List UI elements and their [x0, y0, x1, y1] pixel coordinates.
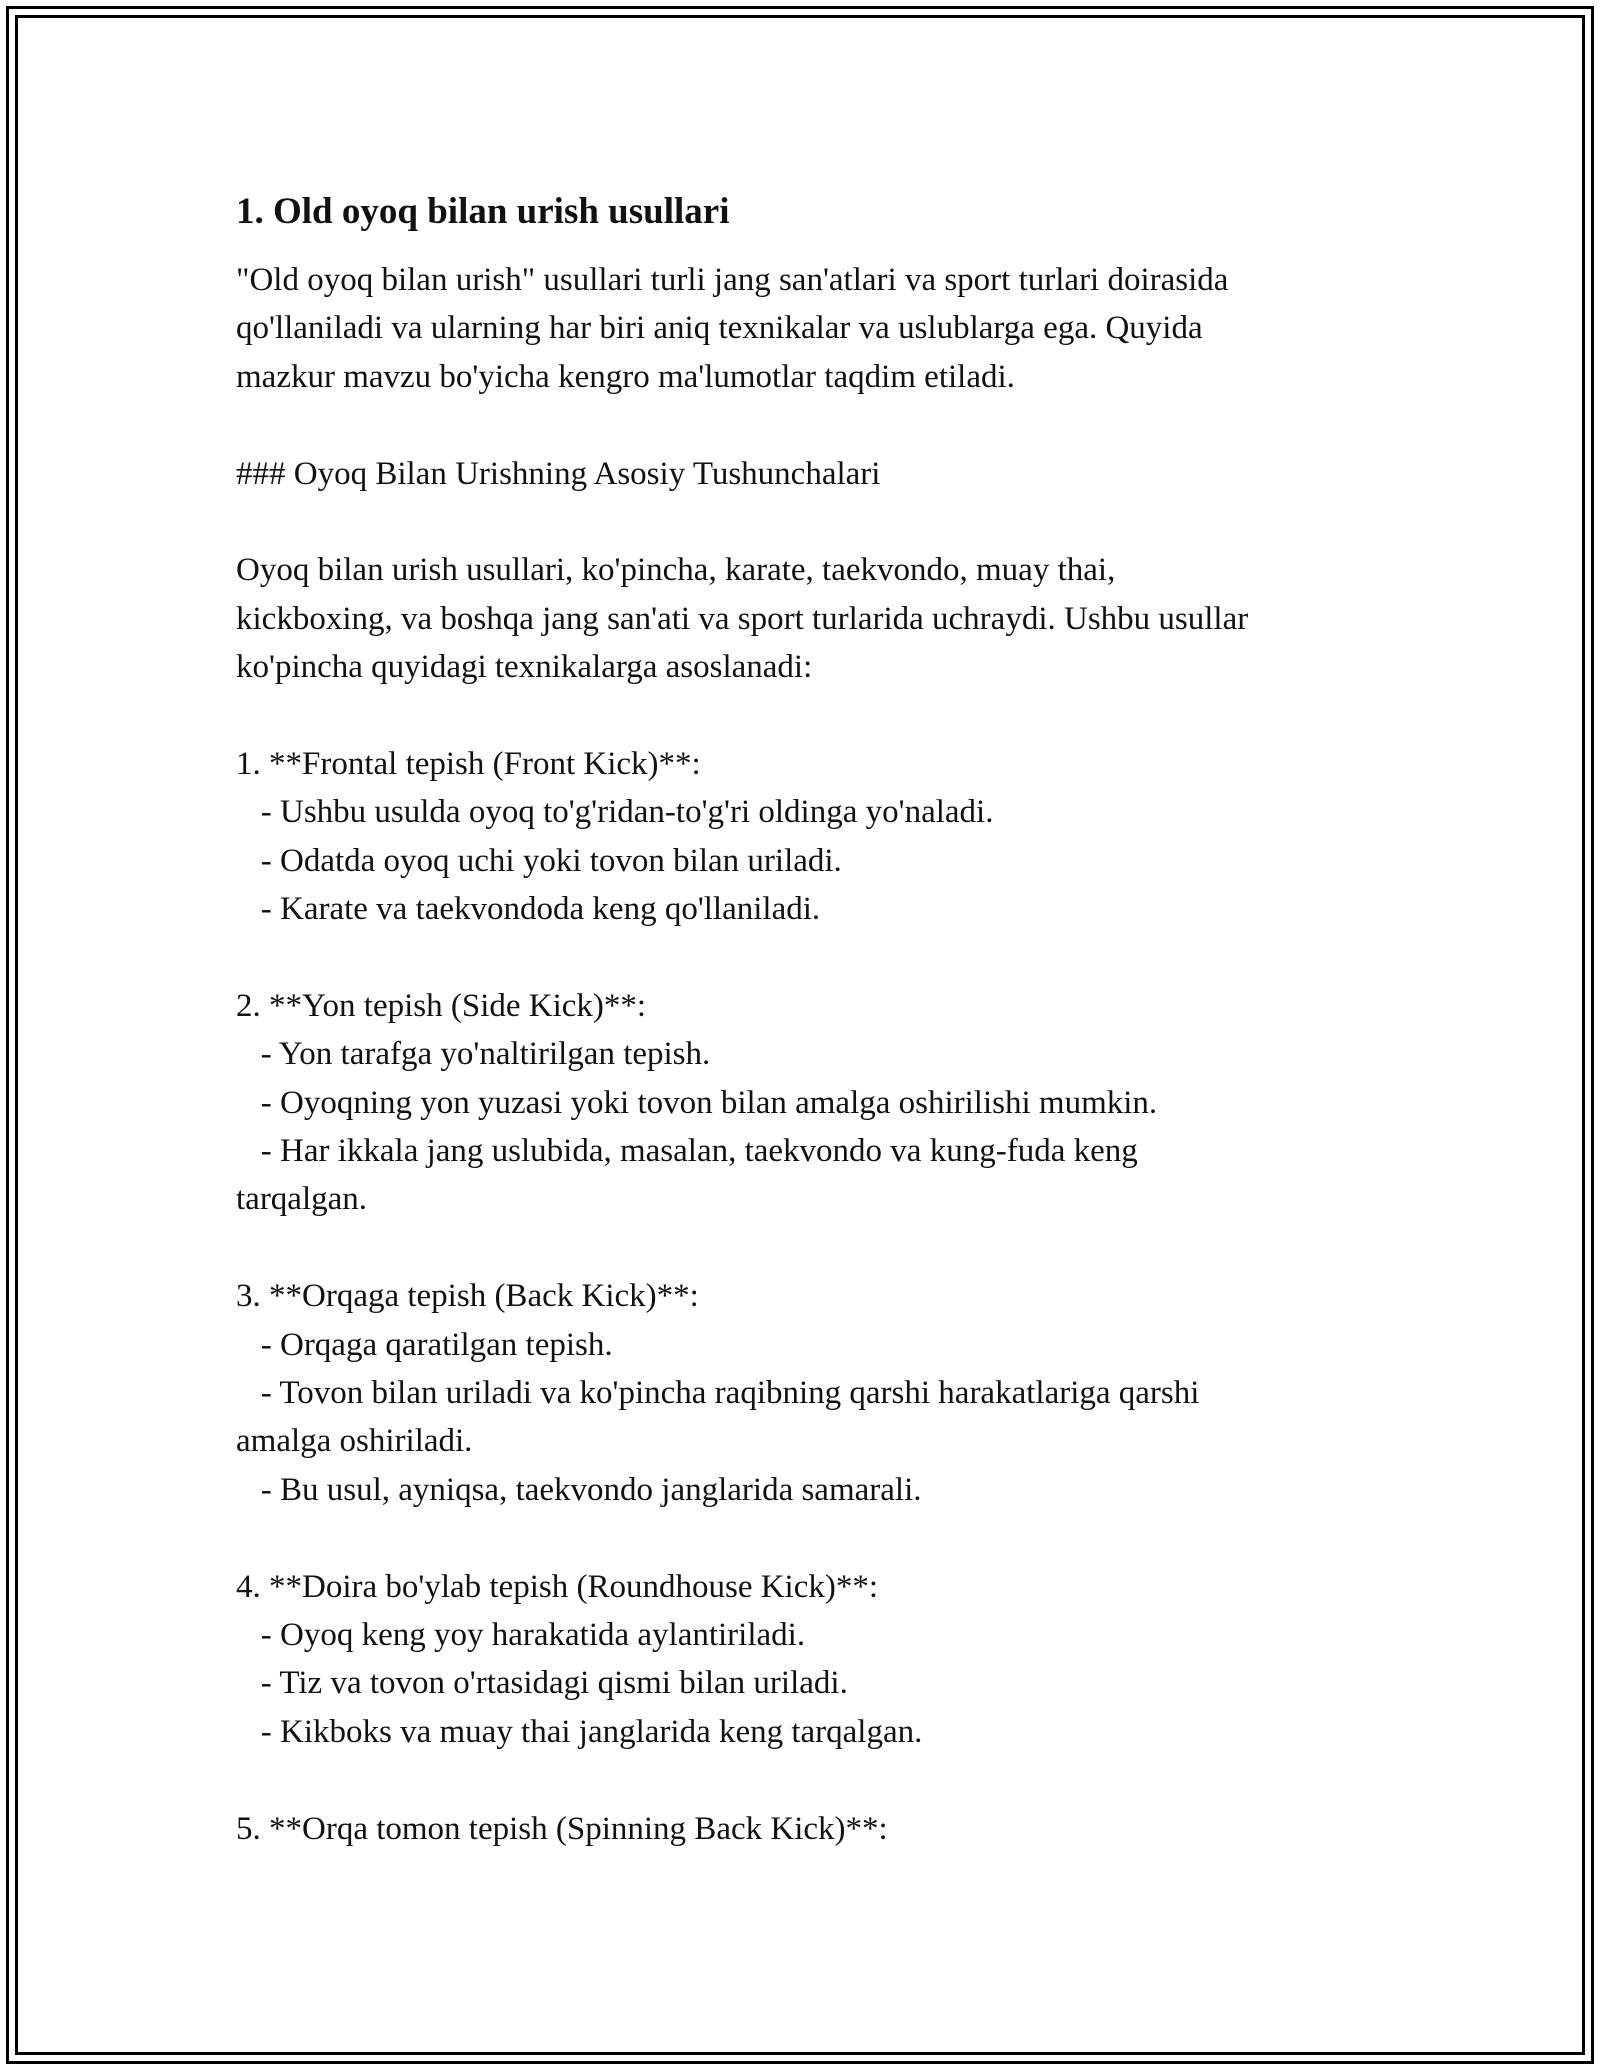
list-item-heading: 1. **Frontal tepish (Front Kick)**:: [236, 745, 701, 782]
list-item-side-kick: [236, 982, 1386, 1224]
list-item-line: - Odatda oyoq uchi yoki tovon bilan uriladi.: [236, 842, 842, 879]
document-title: 1. Old oyoq bilan urish usullari: [236, 191, 730, 232]
list-item-back-kick: [236, 1272, 1386, 1514]
list-item-heading: 5. **Orqa tomon tepish (Spinning Back Kick)**:: [236, 1810, 888, 1847]
overview-line: kickboxing, va boshqa jang san'ati va sport turlarida uchraydi. Ushbu usullar: [236, 600, 1249, 637]
blank-line: [236, 933, 1386, 981]
list-item-line: - Oyoq keng yoy harakatida aylantiriladi.: [236, 1616, 806, 1653]
blank-line: [236, 1756, 1386, 1804]
list-item-line: - Har ikkala jang uslubida, masalan, taekvondo va kung-fuda keng: [236, 1133, 1138, 1170]
list-item-line: - Tiz va tovon o'rtasidagi qismi bilan uriladi.: [236, 1665, 848, 1702]
document-body: [236, 188, 1386, 1853]
overview-paragraph: [236, 546, 1386, 691]
overview-line: ko'pincha quyidagi texnikalarga asoslanadi:: [236, 649, 813, 686]
list-item-line: - Ushbu usulda oyoq to'g'ridan-to'g'ri oldinga yo'naladi.: [236, 794, 994, 831]
list-item-heading: 2. **Yon tepish (Side Kick)**:: [236, 987, 647, 1024]
blank-line: [236, 401, 1386, 449]
list-item-line: tarqalgan.: [236, 1181, 368, 1218]
list-item-spinning-back-kick: [236, 1805, 1386, 1853]
list-item-line: - Karate va taekvondoda keng qo'llaniladi.: [236, 891, 821, 928]
list-item-line: - Bu usul, ayniqsa, taekvondo janglarida samarali.: [236, 1471, 922, 1508]
section-subheading: ### Oyoq Bilan Urishning Asosiy Tushunchalari: [236, 455, 881, 492]
intro-paragraph: [236, 256, 1386, 401]
blank-line: [236, 692, 1386, 740]
blank-line: [236, 1514, 1386, 1562]
list-item-heading: 3. **Orqaga tepish (Back Kick)**:: [236, 1278, 699, 1315]
overview-line: Oyoq bilan urish usullari, ko'pincha, karate, taekvondo, muay thai,: [236, 552, 1116, 589]
list-item-line: - Oyoqning yon yuzasi yoki tovon bilan amalga oshirilishi mumkin.: [236, 1084, 1158, 1121]
list-item-line: - Yon tarafga yo'naltirilgan tepish.: [236, 1036, 711, 1073]
intro-line: qo'llaniladi va ularning har biri aniq texnikalar va uslublarga ega. Quyida: [236, 310, 1203, 347]
intro-line: "Old oyoq bilan urish" usullari turli jang san'atlari va sport turlari doirasida: [236, 262, 1229, 298]
blank-line: [236, 498, 1386, 546]
list-item-roundhouse-kick: [236, 1563, 1386, 1757]
list-item-line: amalga oshiriladi.: [236, 1423, 473, 1460]
list-item-line: - Orqaga qaratilgan tepish.: [236, 1326, 613, 1363]
list-item-heading: 4. **Doira bo'ylab tepish (Roundhouse Kick)**:: [236, 1568, 879, 1605]
list-item-line: - Kikboks va muay thai janglarida keng tarqalgan.: [236, 1713, 923, 1750]
intro-line: mazkur mavzu bo'yicha kengro ma'lumotlar taqdim etiladi.: [236, 358, 1015, 395]
blank-line: [236, 1224, 1386, 1272]
list-item-front-kick: [236, 740, 1386, 934]
list-item-line: - Tovon bilan uriladi va ko'pincha raqibning qarshi harakatlariga qarshi: [236, 1374, 1200, 1411]
